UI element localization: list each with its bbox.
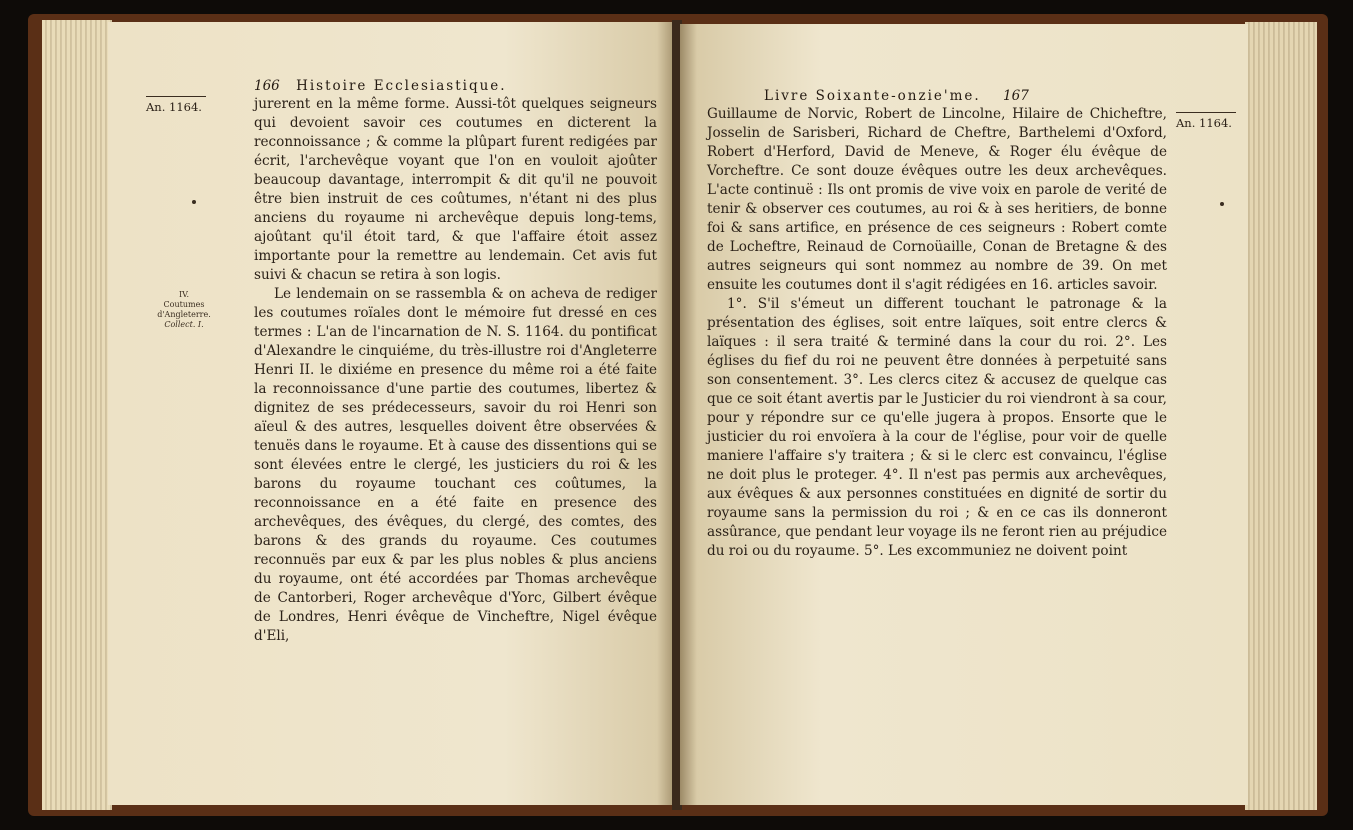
- left-margin-dot: [192, 200, 196, 204]
- right-running-head: [764, 88, 1029, 104]
- paragraph: 1°. S'il s'émeut un different touchant le patronage & la présentation des églises, soit entre laïques, soit entre clercs & laïques : il sera traité & terminé dans la cour du roi. 2°. Les églises du fief du roi ne peuvent être données à perpetuité sans son consentement. 3°. Les clercs citez & accusez de quelque cas que ce soit étant avertis par le Justicier du roi viendront à sa cour, pour y répondre sur ce qu'elle jugera à propos. Ensorte que le justicier du roi envoïera à la cour de l'église, pour voir de quelle maniere l'affaire s'y traitera ; & si le clerc est convaincu, l'église ne doit plus le proteger. 4°. Il n'est pas permis aux archevêques, aux évêques & aux personnes constituées en dignité de sortir du royaume sans la permission du roi ; & en ce cas ils donneront assûrance, que pendant leur voyage ils ne feront rien au préjudice du roi ou du royaume. 5°. Les excommuniez ne doivent point: [707, 296, 1167, 559]
- left-running-title: Histoire Ecclesiastique.: [296, 78, 507, 94]
- right-page: [680, 24, 1248, 805]
- right-page-edges: [1245, 22, 1317, 810]
- left-margin-year-text: An. 1164.: [146, 100, 202, 114]
- paragraph: Le lendemain on se rassembla & on acheva de rediger les coutumes roïales dont le mémoire fut dressé en ces termes : L'an de l'incarnation de N. S. 1164. du pontificat d'Alexandre le cinquiéme, du très-illustre roi d'Angleterre Henri II. le dixiéme en presence du même roi a été faite la reconnoissance d'une partie des coutumes, libertez & dignitez de ses prédecesseurs, savoir du roi Henri son aïeul & des autres, lesquelles doivent être observées & tenuës dans le royaume. Et à cause des dissentions qui se sont élevées entre le clergé, les justiciers du roi & les barons du royaume touchant ces coûtumes, la reconnoissance en a été faite en presence des archevêques, des évêques, du clergé, des comtes, des barons & des grands du royaume. Ces coutumes reconnuës par eux & par les plus nobles & plus anciens du royaume, ont été accordées par Thomas archevêque de Cantorberi, Roger archevêque d'Yorc, Gilbert évêque de Londres, Henri évêque de Vincheftre, Nigel évêque d'Eli,: [254, 286, 657, 644]
- right-margin-year: [1176, 112, 1236, 130]
- left-page: [108, 22, 674, 805]
- marginal-note-line: d'Angleterre.: [157, 310, 211, 319]
- left-margin-year: [146, 96, 206, 114]
- left-running-head: [254, 78, 507, 94]
- left-page-edges: [42, 20, 112, 810]
- marginal-note: [152, 290, 216, 330]
- paragraph: Guillaume de Norvic, Robert de Lincolne, Hilaire de Chicheftre, Josselin de Sarisberi, Richard de Cheftre, Barthelemi d'Oxford, Robert d'Herford, David de Meneve, & Roger élu évêque de Vorcheftre. Ce sont douze évêques outre les deux archevêques. L'acte continuë : Ils ont promis de vive voix en parole de verité de tenir & observer ces coutumes, au roi & à ses heritiers, de bonne foi & sans artifice, en présence de ces seigneurs : Robert comte de Locheftre, Reinaud de Cornoüaille, Conan de Bretagne & des autres seigneurs qui sont nommez au nombre de 39. On met ensuite les coutumes dont il s'agit rédigées en 16. articles savoir.: [707, 106, 1167, 293]
- right-running-title: Livre Soixante-onzie'me.: [764, 88, 981, 104]
- marginal-note-line: Collect. I.: [164, 320, 204, 329]
- left-page-number: 166: [254, 78, 280, 94]
- right-page-number: 167: [1003, 88, 1029, 104]
- paragraph: jurerent en la même forme. Aussi-tôt quelques seigneurs qui devoient savoir ces coutumes en dicterent la reconnoissance ; & comme la plûpart furent redigées par écrit, l'archevêque voyant que l'on en vouloit ajoûter beaucoup davantage, interrompit & dit qu'il ne pouvoit être bien instruit de ces coûtumes, n'étant ni des plus anciens du royaume ni archevêque depuis long-tems, ajoûtant qu'il étoit tard, & que l'affaire étoit assez importante pour la remettre au lendemain. Cet avis fut suivi & chacun se retira à son logis.: [254, 96, 657, 283]
- marginal-note-line: Coutumes: [163, 300, 205, 309]
- marginal-note-number: IV.: [178, 290, 190, 299]
- left-body-text: [254, 95, 657, 646]
- right-body-text: [707, 105, 1167, 561]
- right-margin-dot: [1220, 202, 1224, 206]
- right-margin-year-text: An. 1164.: [1176, 116, 1232, 130]
